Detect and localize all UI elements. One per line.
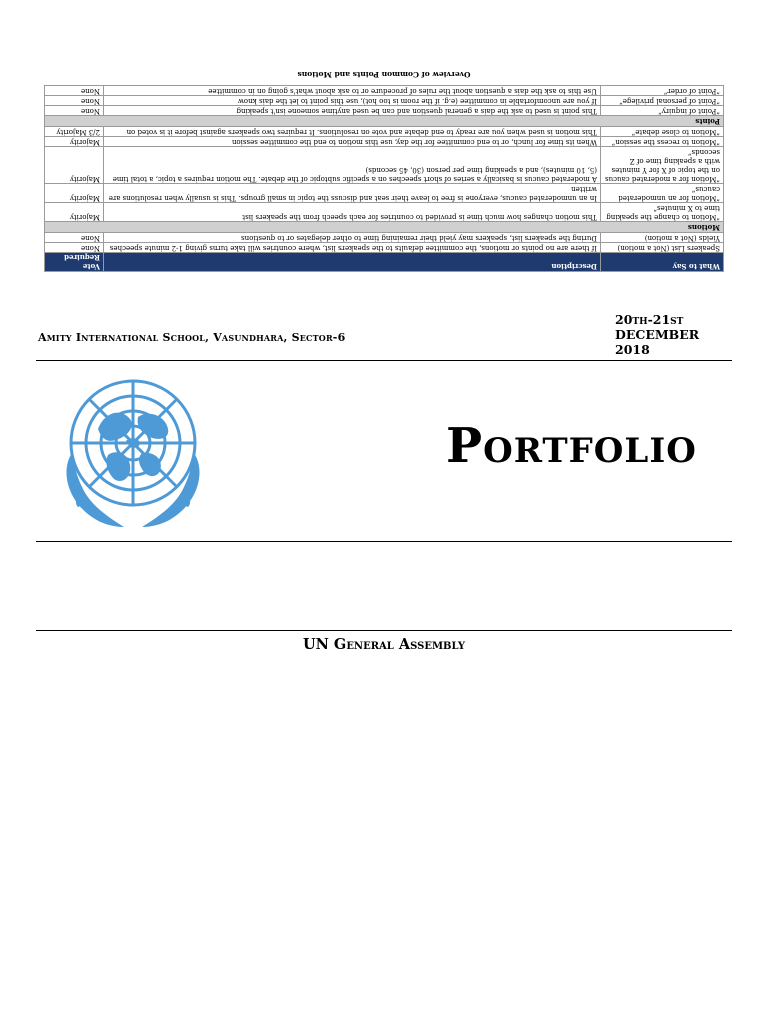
cell-what-to-say: “Point of order” (601, 86, 724, 96)
cell-what-to-say: “Motion to close debate” (601, 127, 724, 137)
table-row (45, 233, 724, 243)
table-row (45, 106, 724, 116)
middle-divider (36, 541, 732, 542)
cell-vote-required: None (45, 96, 104, 106)
cell-vote-required: Majority (45, 203, 104, 222)
date-days: 20th-21st (615, 312, 684, 327)
table-row (45, 96, 724, 106)
committee-name: UN General Assembly (302, 636, 465, 653)
table-row (45, 184, 724, 203)
flipped-motions-table (44, 56, 724, 272)
cell-description: This motion is used when you are ready to end debate and vote on resolutions. It requires two speakers against before it is voted on (104, 127, 601, 137)
cell-what-to-say: “Point of inquiry” (601, 106, 724, 116)
cell-what-to-say: “Motion for a moderated caucus on the topic of X for Y minutes with a speaking time of Z seconds” (601, 147, 724, 184)
cell-description: This point is used to ask the dais a general question and can be used anytime someone isn't speaking (104, 106, 601, 116)
cell-description: In an unmoderated caucus, everyone is free to leave their seat and discuss the topic in small groups. This is usually when resolutions are written (104, 184, 601, 203)
section-label: Points (45, 116, 724, 127)
table-body (45, 86, 724, 253)
table-row (45, 203, 724, 222)
section-label: Motions (45, 222, 724, 233)
table-row (45, 137, 724, 147)
school-name: Amity International School, Vasundhara, Sector-6 (38, 331, 346, 344)
cell-description: When its time for lunch, or to end committee for the day, use this motion to end the committee session (104, 137, 601, 147)
cell-vote-required: None (45, 233, 104, 243)
cell-description: This motion changes how much time is provided to countries for each speech from the speakers list (104, 203, 601, 222)
cell-what-to-say: “Motion for an unmoderated caucus” (601, 184, 724, 203)
table-row (45, 243, 724, 253)
header-what-to-say: What to Say (601, 253, 724, 272)
table-row (45, 147, 724, 184)
date-year: 2018 (615, 342, 650, 357)
page-title: Portfolio (446, 418, 697, 474)
header-vote-required: Vote Required (45, 253, 104, 272)
top-divider (36, 360, 732, 361)
cell-what-to-say: “Point of personal privilege” (601, 96, 724, 106)
un-emblem-icon (38, 367, 228, 533)
cell-vote-required: Majority (45, 137, 104, 147)
cell-what-to-say: “Motion to change the speaking time to X minutes” (601, 203, 724, 222)
cell-vote-required: 2/3 Majority (45, 127, 104, 137)
subtitle-divider (36, 630, 732, 631)
cell-what-to-say: Speakers List (Not a motion) (601, 243, 724, 253)
event-date (615, 312, 699, 357)
cell-what-to-say: Yields (Not a motion) (601, 233, 724, 243)
cell-vote-required: Majority (45, 184, 104, 203)
table-section-row (45, 116, 724, 127)
cell-vote-required: None (45, 243, 104, 253)
table-header-row (45, 253, 724, 272)
cell-vote-required: None (45, 106, 104, 116)
cell-what-to-say: “Motion to recess the session” (601, 137, 724, 147)
header-description: Description (104, 253, 601, 272)
cell-description: During the speakers list, speakers may yield their remaining time to other delegates or to questions (104, 233, 601, 243)
motions-table (44, 85, 724, 272)
cell-vote-required: Majority (45, 147, 104, 184)
cell-description: If there are no points or motions, the committee defaults to the speakers list, where countries will take turns giving 1-2 minute speeches (104, 243, 601, 253)
cell-description: A moderated caucus is basically a series of short speeches on a specific subtopic of the debate. The motion requires a topic, a total time (5, 10 minutes), and a speaking time per person (30, 45 seconds) (104, 147, 601, 184)
cell-vote-required: None (45, 86, 104, 96)
date-month: DECEMBER (615, 327, 700, 342)
table-caption: Overview of Common Points and Motions (297, 70, 471, 79)
table-row (45, 127, 724, 137)
cell-description: Use this to ask the dais a question about the rules of procedure or to ask about what's going on in committee (104, 86, 601, 96)
table-row (45, 86, 724, 96)
table-section-row (45, 222, 724, 233)
cell-description: If you are uncomfortable in committee (e.g. if the room is too hot), use this point to let the dais know (104, 96, 601, 106)
